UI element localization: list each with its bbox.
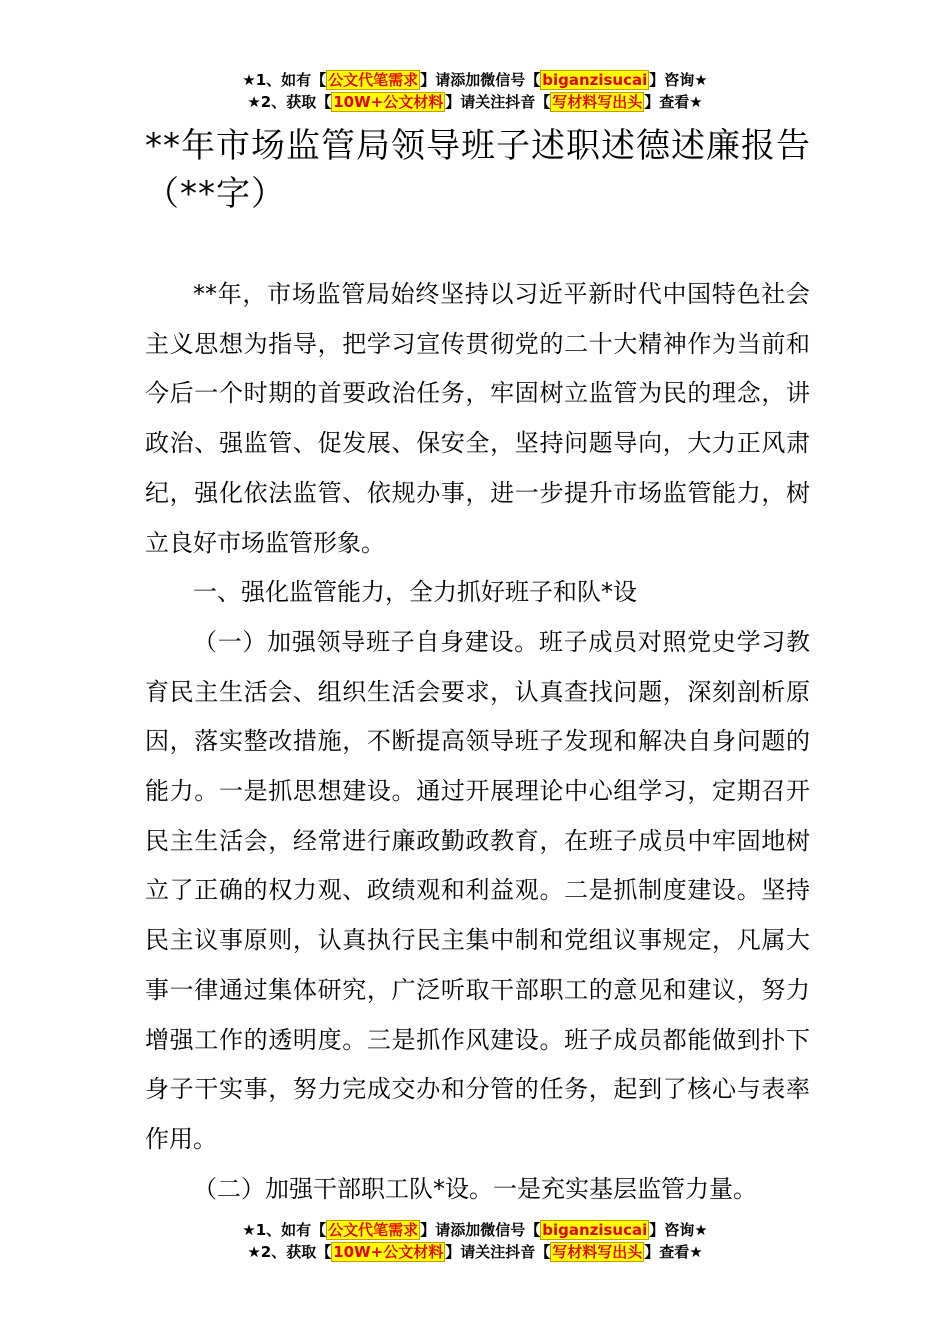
highlight-wechat-id: biganzisucai bbox=[542, 1221, 648, 1239]
paragraph-subsection-1: （一）加强领导班子自身建设。班子成员对照党史学习教育民主生活会、组织生活会要求，认真查找问题，深刻剖析原因，落实整改措施，不断提高领导班子发现和解决自身问题的能力。一是抓思想建设。通过开展理论中心组学习，定期召开民主生活会，经常进行廉政勤政教育，在班子成员中牢固地树立了正确的权力观、政绩观和利益观。二是抓制度建设。坚持民主议事原则，认真执行民主集中制和党组议事规定，凡属大事一律通过集体研究，广泛听取干部职工的意见和建议，努力增强工作的透明度。三是抓作风建设。班子成员都能做到扑下身子干实事，努力完成交办和分管的任务，起到了核心与表率作用。 bbox=[145, 627, 810, 1153]
paragraph-intro: **年，市场监管局始终坚持以习近平新时代中国特色社会主义思想为指导，把学习宣传贯彻党的二十大精神作为当前和今后一个时期的首要政治任务，牢固树立监管为民的理念，讲政治、强监管、促发展、保安全，坚持问题导向，大力正风肃纪，强化依法监管、依规办事，进一步提升市场监管能力，树立良好市场监管形象。 bbox=[145, 280, 810, 557]
highlight-douyin-account: 写材料写出头 bbox=[552, 1243, 643, 1261]
highlight-wechat-id: biganzisucai bbox=[542, 71, 648, 89]
promo-banner-top bbox=[0, 70, 950, 114]
promo-line-1: ★1、如有【 公文代笔需求 】请添加微信号【 biganzisucai 】咨询★ bbox=[242, 71, 708, 89]
promo-line-1: ★1、如有【 公文代笔需求 】请添加微信号【 biganzisucai 】咨询★ bbox=[242, 1221, 708, 1239]
document-title: **年市场监管局领导班子述职述德述廉报告（**字） bbox=[145, 126, 811, 214]
highlight-douyin-account: 写材料写出头 bbox=[552, 93, 643, 111]
highlight-materials: 10W+公文材料 bbox=[333, 93, 444, 111]
document-body bbox=[145, 270, 810, 1214]
promo-line-2: ★2、获取【 10W+公文材料 】请关注抖音【 写材料写出头 】查看★ bbox=[247, 93, 703, 111]
section-heading-1: 一、强化监管能力，全力抓好班子和队*设 bbox=[193, 578, 637, 607]
promo-line-2: ★2、获取【 10W+公文材料 】请关注抖音【 写材料写出头 】查看★ bbox=[247, 1243, 703, 1261]
paragraph-subsection-2: （二）加强干部职工队*设。一是充实基层监管力量。 bbox=[193, 1174, 757, 1203]
highlight-service: 公文代笔需求 bbox=[328, 71, 419, 89]
highlight-materials: 10W+公文材料 bbox=[333, 1243, 444, 1261]
highlight-service: 公文代笔需求 bbox=[328, 1221, 419, 1239]
promo-banner-bottom bbox=[0, 1220, 950, 1264]
